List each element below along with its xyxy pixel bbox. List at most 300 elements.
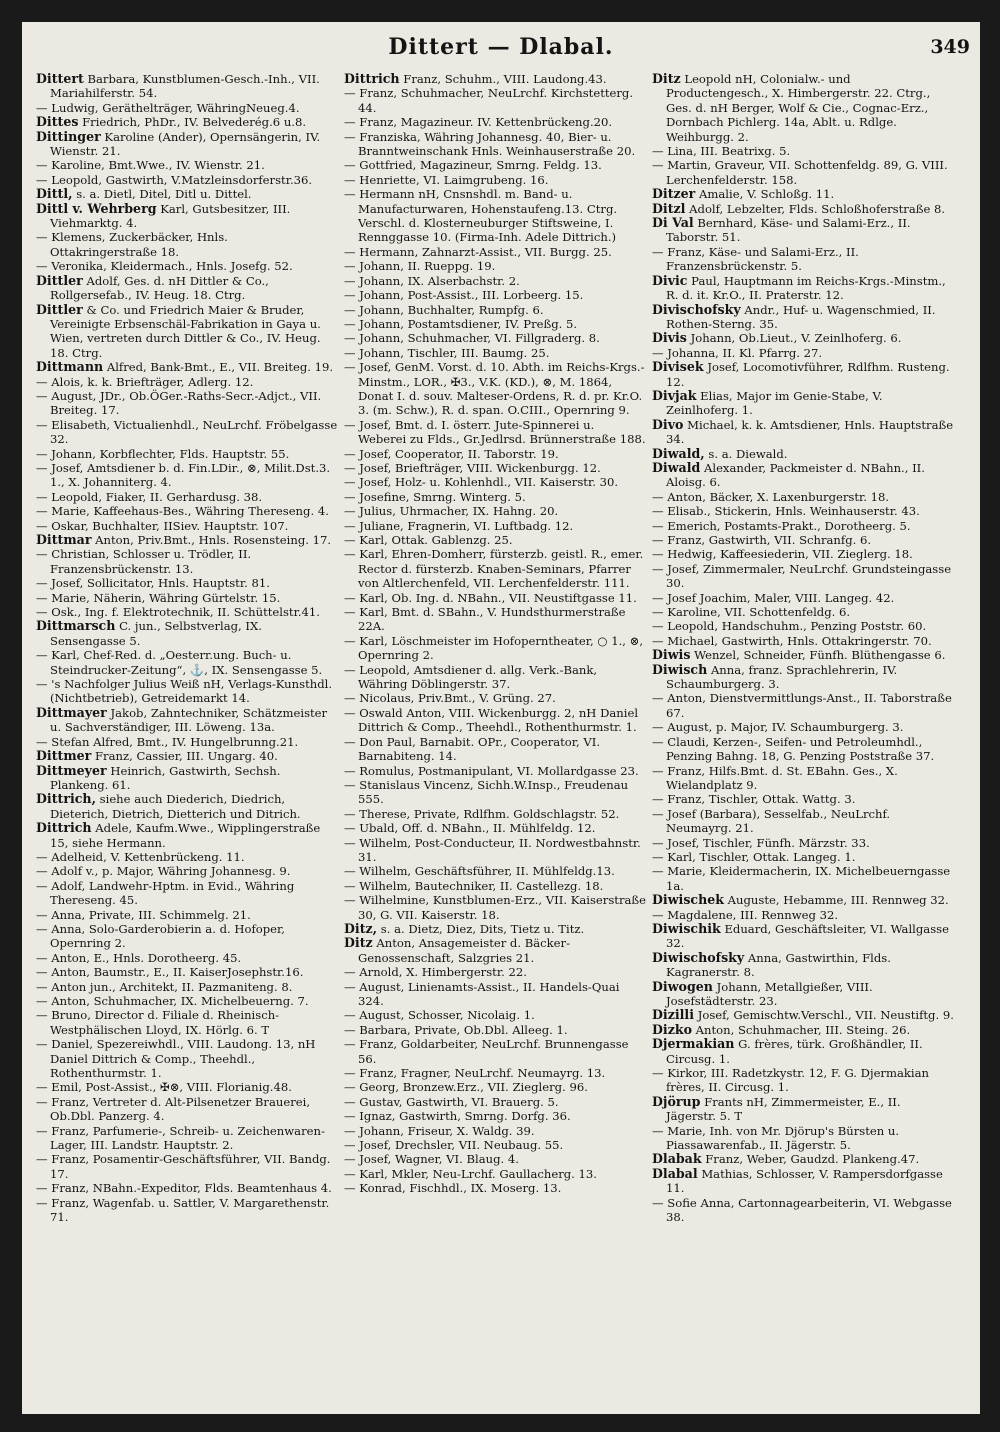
- directory-entry: [344, 504, 646, 518]
- directory-entry: [36, 1124, 338, 1153]
- entry-text: — Karl, Mkler, Neu-Lrchf. Gaullacherg. 13.: [344, 1166, 597, 1181]
- directory-entry: [344, 879, 646, 893]
- entry-text: — Konrad, Fischhdl., IX. Moserg. 13.: [344, 1181, 562, 1196]
- directory-entry: [344, 922, 646, 936]
- directory-entry: [344, 836, 646, 865]
- directory-entry: [344, 1138, 646, 1152]
- directory-entry: [344, 173, 646, 187]
- entry-text: — Hermann nH, Cnsnshdl. m. Band- u. Manufacturwaren, Hohenstaufeng.13. Ctrg. Verschl. d. Klosterneuburger Stiftsweine, I. Rennggasse 10. (Firma-Inh. Adele Dittrich.): [344, 187, 618, 245]
- entry-text: — Johann, Tischler, III. Baumg. 25.: [344, 345, 550, 360]
- directory-entry: [652, 807, 954, 836]
- entry-text: — Marie, Näherin, Währing Gürtelstr. 15.: [36, 590, 281, 605]
- directory-entry: [36, 360, 338, 374]
- directory-entry: [344, 735, 646, 764]
- entry-text: — Karl, Ehren-Domherr, fürsterzb. geistl. R., emer. Rector d. fürsterzb. Knaben-Seminars, Pfarrer von Altlerchenfeld, VII. Lerchenfelderstr. 111.: [344, 547, 644, 591]
- entry-text: Anton, Schuhmacher, III. Steing. 26.: [695, 1022, 911, 1037]
- directory-entry: [652, 1008, 954, 1022]
- directory-entry: [36, 749, 338, 763]
- entry-surname: Dizilli: [652, 1007, 694, 1023]
- directory-entry: [344, 1008, 646, 1022]
- entry-surname: Dittl,: [36, 186, 73, 202]
- entry-text: Alfred, Bank-Bmt., E., VII. Breiteg. 19.: [106, 360, 334, 375]
- directory-entry: [344, 274, 646, 288]
- directory-entry: [652, 1152, 954, 1166]
- directory-entry: [36, 173, 338, 187]
- entry-text: — Don Paul, Barnabit. OPr., Cooperator, VI. Barnabiteng. 14.: [344, 734, 601, 764]
- entry-text: — Marie, Kaffeehaus-Bes., Währing Thereseng. 4.: [36, 504, 329, 519]
- directory-entry: [36, 764, 338, 793]
- entry-text: — Wilhelm, Bautechniker, II. Castellezg. 18.: [344, 878, 604, 893]
- directory-entry: [344, 1167, 646, 1181]
- directory-entry: [344, 259, 646, 273]
- directory-entry: [36, 605, 338, 619]
- entry-text: — Julius, Uhrmacher, IX. Hahng. 20.: [344, 504, 559, 519]
- entry-text: — Franz, Posamentir-Geschäftsführer, VII. Bandg. 17.: [36, 1152, 331, 1181]
- directory-entry: [344, 461, 646, 475]
- entry-text: — Johann, Korbflechter, Flds. Hauptstr. 55.: [36, 446, 290, 461]
- entry-surname: Divic: [652, 272, 688, 288]
- entry-text: Johann, Ob.Lieut., V. Zeinlhoferg. 6.: [690, 331, 902, 346]
- directory-entry: [344, 965, 646, 979]
- entry-text: — Josefine, Smrng. Winterg. 5.: [344, 489, 526, 504]
- directory-entry: [344, 980, 646, 1009]
- entry-text: — Josef, Drechsler, VII. Neubaug. 55.: [344, 1138, 564, 1153]
- directory-entry: [36, 202, 338, 231]
- directory-entry: [36, 1037, 338, 1080]
- entry-text: — Adolf v., p. Major, Währing Johannesg. 9.: [36, 864, 291, 879]
- entry-text: — Franz, Schuhmacher, NeuLrchf. Kirchstetterg. 44.: [344, 86, 634, 115]
- entry-text: — Osk., Ing. f. Elektrotechnik, II. Schüttelstr.41.: [36, 605, 320, 620]
- column-1: [36, 72, 338, 1225]
- entry-text: — Josef (Barbara), Sesselfab., NeuLrchf. Neumayrg. 21.: [652, 806, 891, 836]
- entry-text: — August, JDr., Ob.ÖGer.-Raths-Secr.-Adjct., VII. Breiteg. 17.: [36, 388, 322, 418]
- entry-text: — Emerich, Postamts-Prakt., Dorotheerg. 5.: [652, 518, 911, 533]
- entry-text: — Daniel, Spezereiwhdl., VIII. Laudong. 13, nH Daniel Dittrich & Comp., Theehdl., Rothenthurmstr. 1.: [36, 1037, 316, 1081]
- directory-entry: [652, 591, 954, 605]
- directory-entry: [652, 72, 954, 144]
- entry-surname: Dittmar: [36, 532, 92, 547]
- entry-text: — Michael, Gastwirth, Hnls. Ottakringerstr. 70.: [652, 633, 932, 648]
- entry-text: — Johann, Friseur, X. Waldg. 39.: [344, 1123, 535, 1138]
- entry-text: — Christian, Schlosser u. Trödler, II. Franzensbrückenstr. 13.: [36, 547, 252, 576]
- directory-entry: [652, 663, 954, 692]
- entry-text: — Leopold, Amtsdiener d. allg. Verk.-Bank, Währing Döblingerstr. 37.: [344, 662, 598, 692]
- entry-surname: Djörup: [652, 1093, 701, 1109]
- entry-surname: Dittler: [36, 301, 83, 317]
- directory-entry: [36, 274, 338, 303]
- entry-text: — 's Nachfolger Julius Weiß nH, Verlags-Kunsthdl. (Nichtbetrieb), Getreidemarkt 14.: [36, 677, 333, 706]
- entry-text: — Martin, Graveur, VII. Schottenfeldg. 89, G. VIII. Lerchenfelderstr. 158.: [652, 158, 948, 187]
- directory-entry: [344, 663, 646, 692]
- directory-entry: [652, 980, 954, 1009]
- directory-page: [22, 22, 980, 1414]
- entry-surname: Dittmeyer: [36, 762, 107, 778]
- entry-text: — Johann, Post-Assist., III. Lorbeerg. 15.: [344, 288, 584, 303]
- entry-text: — Karl, Chef-Red. d. „Oesterr.ung. Buch- u. Steindrucker-Zeitung“, ⚓, IX. Sensengasse 5.: [36, 648, 323, 677]
- directory-entry: [344, 1023, 646, 1037]
- directory-entry: [344, 1037, 646, 1066]
- entry-surname: Dittler: [36, 272, 83, 288]
- entry-text: — Franz, Gastwirth, VII. Schranfg. 6.: [652, 533, 872, 547]
- directory-entry: [36, 677, 338, 706]
- directory-entry: [652, 648, 954, 662]
- entry-text: — Sofie Anna, Cartonnagearbeiterin, VI. Webgasse 38.: [652, 1195, 952, 1225]
- directory-entry: [344, 303, 646, 317]
- entry-surname: Dittmayer: [36, 704, 107, 720]
- entry-text: — Wilhelmine, Kunstblumen-Erz., VII. Kaiserstraße 30, G. VII. Kaiserstr. 18.: [344, 893, 647, 922]
- directory-entry: [36, 648, 338, 677]
- entry-text: — Anton, E., Hnls. Dorotheerg. 45.: [36, 950, 242, 965]
- directory-entry: [344, 1080, 646, 1094]
- directory-entry: [652, 720, 954, 734]
- entry-text: — Leopold, Gastwirth, V.Matzleinsdorferstr.36.: [36, 172, 313, 187]
- directory-entry: [36, 965, 338, 979]
- entry-text: — Lina, III. Beatrixg. 5.: [652, 144, 791, 159]
- directory-entry: [36, 187, 338, 201]
- directory-entry: [36, 504, 338, 518]
- entry-text: — Anton, Schuhmacher, IX. Michelbeuerng. 7.: [36, 994, 309, 1008]
- entry-text: Amalie, V. Schloßg. 11.: [699, 187, 835, 202]
- directory-entry: [652, 1066, 954, 1095]
- directory-entry: [652, 158, 954, 187]
- directory-entry: [344, 115, 646, 129]
- entry-surname: Divo: [652, 416, 684, 432]
- entry-text: — Stefan Alfred, Bmt., IV. Hungelbrunng.21.: [36, 734, 299, 749]
- entry-surname: Diwischofsky: [652, 949, 745, 965]
- directory-entry: [344, 591, 646, 605]
- entry-text: — Johann, Buchhalter, Rumpfg. 6.: [344, 302, 544, 317]
- directory-entry: [344, 130, 646, 159]
- entry-text: — Marie, Kleidermacherin, IX. Michelbeuerngasse 1a.: [652, 864, 951, 893]
- entry-text: Michael, k. k. Amtsdiener, Hnls. Hauptstraße 34.: [666, 417, 954, 447]
- entry-text: — Bruno, Director d. Filiale d. Rheinisch-Westphälischen Lloyd, IX. Hörlg. 6. T: [36, 1008, 280, 1037]
- directory-entry: [36, 922, 338, 951]
- directory-entry: [652, 1124, 954, 1153]
- directory-entry: [36, 1080, 338, 1094]
- entry-text: — Franz, Wagenfab. u. Sattler, V. Margarethenstr. 71.: [36, 1195, 330, 1225]
- directory-entry: [344, 245, 646, 259]
- entry-text: Karoline (Ander), Opernsängerin, IV. Wienstr. 21.: [50, 129, 321, 159]
- entry-surname: Dittmann: [36, 359, 104, 375]
- directory-entry: [652, 519, 954, 533]
- entry-text: Jakob, Zahntechniker, Schätzmeister u. Sachverständiger, III. Löweng. 13a.: [50, 705, 328, 735]
- directory-entry: [36, 389, 338, 418]
- directory-entry: [344, 547, 646, 590]
- directory-entry: [652, 951, 954, 980]
- entry-text: — Stanislaus Vincenz, Sichh.W.Insp., Freudenau 555.: [344, 777, 629, 807]
- directory-entry: [652, 764, 954, 793]
- entry-text: Anna, Gastwirthin, Flds. Kagranerstr. 8.: [666, 950, 891, 980]
- entry-surname: Dittl v. Wehrberg: [36, 200, 157, 216]
- directory-entry: [36, 461, 338, 490]
- entry-text: G. frères, türk. Großhändler, II. Circusg. 1.: [666, 1037, 923, 1066]
- directory-entry: [344, 447, 646, 461]
- directory-entry: [36, 303, 338, 361]
- entry-text: — Kirkor, III. Radetzkystr. 12, F. G. Djermakian frères, II. Circusg. 1.: [652, 1066, 929, 1095]
- entry-text: — Anna, Private, III. Schimmelg. 21.: [36, 907, 251, 922]
- entry-text: — Josef, Holz- u. Kohlenhdl., VII. Kaiserstr. 30.: [344, 475, 619, 490]
- directory-entry: [344, 475, 646, 489]
- directory-entry: [652, 735, 954, 764]
- entry-surname: Divisek: [652, 359, 704, 375]
- directory-entry: [344, 764, 646, 778]
- entry-text: Paul, Hauptmann im Reichs-Krgs.-Minstm., R. d. it. Kr.O., II. Praterstr. 12.: [666, 273, 946, 303]
- entry-surname: Divischofsky: [652, 301, 741, 317]
- entry-text: — Claudi, Kerzen-, Seifen- und Petroleumhdl., Penzing Bahng. 18, G. Penzing Poststraße 37.: [652, 734, 935, 764]
- directory-entry: [652, 187, 954, 201]
- entry-text: — Ignaz, Gastwirth, Smrng. Dorfg. 36.: [344, 1109, 571, 1124]
- entry-text: — Johann, II. Rueppg. 19.: [344, 259, 496, 274]
- entry-surname: Diwald,: [652, 445, 705, 461]
- entry-text: Anton, Ansagemeister d. Bäcker-Genossenschaft, Salzgries 21.: [358, 936, 570, 965]
- directory-entry: [652, 144, 954, 158]
- entry-text: — Elisabeth, Victualienhdl., NeuLrchf. Fröbelgasse 32.: [36, 417, 338, 447]
- entry-surname: Dittinger: [36, 128, 101, 144]
- entry-text: — August, Linienamts-Assist., II. Handels-Quai 324.: [344, 979, 620, 1008]
- directory-entry: [36, 951, 338, 965]
- entry-text: — Arnold, X. Himbergerstr. 22.: [344, 965, 527, 980]
- entry-text: — Ludwig, Geräthelträger, WähringNeueg.4.: [36, 100, 300, 115]
- entry-text: — Klemens, Zuckerbäcker, Hnls. Ottakringerstraße 18.: [36, 230, 228, 259]
- entry-surname: Diwischik: [652, 920, 721, 936]
- directory-entry: [652, 792, 954, 806]
- entry-text: Adolf, Ges. d. nH Dittler & Co., Rollgersefab., IV. Heug. 18. Ctrg.: [50, 273, 269, 303]
- entry-surname: Diwis: [652, 647, 691, 663]
- entry-text: — Anton, Baumstr., E., II. KaiserJosephstr.16.: [36, 965, 304, 980]
- entry-text: — Anton, Dienstvermittlungs-Anst., II. Taborstraße 67.: [652, 691, 952, 720]
- entry-surname: Divjak: [652, 387, 697, 403]
- directory-entry: [652, 1037, 954, 1066]
- directory-entry: [344, 936, 646, 965]
- directory-entry: [652, 461, 954, 490]
- column-3: [652, 72, 954, 1225]
- entry-text: — Franziska, Währing Johannesg. 40, Bier- u. Branntweinschank Hnls. Weinhauserstraße 20.: [344, 129, 636, 159]
- entry-text: — Josef, Bmt. d. I. österr. Jute-Spinnerei u. Weberei zu Flds., Gr.Jedlrsd. Brünnerstraße 188.: [344, 417, 646, 447]
- entry-text: — Josef, Wagner, VI. Blaug. 4.: [344, 1152, 519, 1167]
- entry-text: — Franz, Goldarbeiter, NeuLrchf. Brunnengasse 56.: [344, 1037, 629, 1066]
- directory-entry: [36, 1196, 338, 1225]
- entry-surname: Diwisch: [652, 661, 708, 677]
- directory-entry: [652, 908, 954, 922]
- column-2: [344, 72, 646, 1196]
- directory-entry: [344, 288, 646, 302]
- entry-text: — Oskar, Buchhalter, IISiev. Hauptstr. 107.: [36, 518, 289, 533]
- directory-entry: [652, 346, 954, 360]
- directory-entry: [36, 821, 338, 850]
- entry-text: Auguste, Hebamme, III. Rennweg 32.: [727, 893, 949, 908]
- entry-text: Friedrich, PhDr., IV. Belvederég.6 u.8.: [82, 115, 307, 130]
- directory-entry: [36, 1152, 338, 1181]
- directory-entry: [652, 922, 954, 951]
- entry-text: Andr., Huf- u. Wagenschmied, II. Rothen-Sterng. 35.: [666, 302, 936, 331]
- entry-text: — Juliane, Fragnerin, VI. Luftbadg. 12.: [344, 518, 574, 533]
- entry-text: — Karl, Bmt. d. SBahn., V. Hundsthurmerstraße 22A.: [344, 605, 626, 634]
- entry-text: — Josef, Cooperator, II. Taborstr. 19.: [344, 446, 559, 461]
- directory-entry: [652, 864, 954, 893]
- directory-entry: [652, 202, 954, 216]
- entry-text: — Georg, Bronzew.Erz., VII. Zieglerg. 96.: [344, 1080, 588, 1095]
- entry-text: & Co. und Friedrich Maier & Bruder, Vereinigte Erbsenschäl-Fabrikation in Gaya u. Wien, vertreten durch Dittler & Co., IV. Heug. 18. Ctrg.: [50, 302, 321, 360]
- directory-entry: [652, 836, 954, 850]
- directory-entry: [36, 576, 338, 590]
- entry-text: — Therese, Private, Rdlfhm. Goldschlagstr. 52.: [344, 806, 620, 821]
- entry-text: — Franz, Hilfs.Bmt. d. St. EBahn. Ges., X. Wielandplatz 9.: [652, 763, 898, 792]
- entry-text: — Elisab., Stickerin, Hnls. Weinhauserstr. 43.: [652, 504, 920, 519]
- entry-surname: Diwald: [652, 459, 701, 475]
- entry-text: Adolf, Lebzelter, Flds. Schloßhoferstraße 8.: [689, 201, 946, 216]
- directory-entry: [36, 259, 338, 273]
- entry-text: — Emil, Post-Assist., ✠⊗, VIII. Florianig.48.: [36, 1080, 292, 1095]
- entry-text: — Josef, Tischler, Fünfh. Märzstr. 33.: [652, 835, 870, 850]
- directory-entry: [652, 691, 954, 720]
- entry-surname: Dlabak: [652, 1151, 702, 1167]
- directory-entry: [36, 735, 338, 749]
- directory-entry: [344, 1181, 646, 1195]
- entry-text: — Adolf, Landwehr-Hptm. in Evid., Währing Thereseng. 45.: [36, 878, 295, 908]
- directory-entry: [652, 418, 954, 447]
- entry-text: Josef, Gemischtw.Verschl., VII. Neustiftg. 9.: [697, 1008, 954, 1023]
- entry-text: Leopold nH, Colonialw.- und Productengesch., X. Himbergerstr. 22. Ctrg., Ges. d. nH Berger, Wolf & Cie., Cognac-Erz., Dornbach Pichlerg. 14a, Ablt. u. Rdlge. Weihburgg. 2.: [666, 72, 931, 144]
- entry-text: — Josef, Sollicitator, Hnls. Hauptstr. 81.: [36, 576, 270, 591]
- directory-entry: [344, 158, 646, 172]
- entry-text: — Johanna, II. Kl. Pfarrg. 27.: [652, 345, 823, 360]
- entry-text: — Anton jun., Architekt, II. Pazmaniteng. 8.: [36, 979, 293, 994]
- entry-text: — August, p. Major, IV. Schaumburgerg. 3.: [652, 720, 904, 735]
- directory-entry: [36, 908, 338, 922]
- entry-surname: Dittmer: [36, 748, 92, 764]
- directory-entry: [36, 72, 338, 101]
- page-header: [22, 32, 980, 66]
- entry-text: — Alois, k. k. Briefträger, Adlerg. 12.: [36, 374, 254, 389]
- directory-entry: [344, 605, 646, 634]
- entry-text: — Josef, Briefträger, VIII. Wickenburgg. 12.: [344, 460, 601, 475]
- directory-entry: [36, 879, 338, 908]
- entry-text: Franz, Cassier, III. Ungarg. 40.: [95, 749, 278, 764]
- directory-entry: [344, 187, 646, 245]
- directory-entry: [344, 72, 646, 86]
- entry-text: C. jun., Selbstverlag, IX. Sensengasse 5.: [50, 619, 262, 648]
- directory-entry: [36, 1181, 338, 1195]
- entry-surname: Ditz,: [344, 920, 378, 936]
- directory-entry: [344, 418, 646, 447]
- directory-entry: [652, 504, 954, 518]
- entry-text: Mathias, Schlosser, V. Rampersdorfgasse 11.: [666, 1166, 943, 1196]
- entry-surname: Dittrich: [36, 820, 92, 836]
- directory-entry: [652, 1023, 954, 1037]
- entry-surname: Diwischek: [652, 892, 724, 908]
- entry-text: — Franz, Magazineur. IV. Kettenbrückeng.20.: [344, 115, 613, 130]
- entry-text: — Karl, Ottak. Gablenzg. 25.: [344, 533, 513, 547]
- directory-entry: [652, 562, 954, 591]
- directory-entry: [652, 850, 954, 864]
- directory-entry: [36, 130, 338, 159]
- entry-text: s. a. Dietl, Ditel, Ditl u. Dittel.: [76, 187, 252, 202]
- entry-text: — Leopold, Fiaker, II. Gerhardusg. 38.: [36, 489, 263, 504]
- entry-text: — Anton, Bäcker, X. Laxenburgerstr. 18.: [652, 489, 890, 504]
- directory-entry: [36, 158, 338, 172]
- directory-entry: [36, 519, 338, 533]
- entry-text: Anton, Priv.Bmt., Hnls. Rosensteing. 17.: [95, 533, 332, 547]
- directory-entry: [652, 533, 954, 547]
- directory-entry: [652, 303, 954, 332]
- entry-text: — Karoline, VII. Schottenfeldg. 6.: [652, 605, 851, 620]
- directory-entry: [344, 807, 646, 821]
- entry-text: Elias, Major im Genie-Stabe, V. Zeinlhoferg. 1.: [666, 388, 883, 418]
- entry-surname: Dittmarsch: [36, 618, 116, 634]
- directory-entry: [36, 447, 338, 461]
- directory-entry: [344, 634, 646, 663]
- entry-text: — Josef, GenM. Vorst. d. 10. Abth. im Reichs-Krgs.-Minstm., LOR., ✠3., V.K. (KD.), ⊗, M. 1864, Donat I. d. souv. Malteser-Ordens, R. d. pr. Kr.O. 3. (m. Schw.), R. d. span. O.CIII., Opernring 9.: [344, 360, 645, 418]
- entry-surname: Dittrich: [344, 71, 400, 86]
- directory-entry: [344, 778, 646, 807]
- directory-entry: [344, 346, 646, 360]
- entry-text: — Franz, Parfumerie-, Schreib- u. Zeichenwaren-Lager, III. Landstr. Hauptstr. 2.: [36, 1123, 325, 1153]
- entry-text: Adele, Kaufm.Wwe., Wipplingerstraße 15, siehe Hermann.: [50, 821, 321, 850]
- directory-entry: [652, 447, 954, 461]
- entry-text: — Nicolaus, Priv.Bmt., V. Grüng. 27.: [344, 691, 556, 706]
- directory-entry: [344, 821, 646, 835]
- entry-text: Heinrich, Gastwirth, Sechsh. Plankeng. 61.: [50, 763, 281, 792]
- entry-text: — Josef, Amtsdiener b. d. Fin.LDir., ⊗, Milit.Dst.3. 1., X. Johanniterg. 4.: [36, 460, 331, 490]
- entry-text: — Wilhelm, Post-Conducteur, II. Nordwestbahnstr. 31.: [344, 835, 641, 864]
- entry-text: — Johann, IX. Alserbachstr. 2.: [344, 273, 520, 288]
- entry-text: s. a. Dietz, Diez, Dits, Tietz u. Titz.: [380, 921, 585, 936]
- directory-entry: [36, 619, 338, 648]
- directory-entry: [36, 994, 338, 1008]
- entry-text: — Anna, Solo-Garderobierin a. d. Hofoper, Opernring 2.: [36, 921, 285, 951]
- entry-text: — Leopold, Handschuhm., Penzing Poststr. 60.: [652, 619, 927, 634]
- directory-entry: [36, 230, 338, 259]
- directory-entry: [36, 101, 338, 115]
- directory-entry: [344, 706, 646, 735]
- entry-surname: Dittert: [36, 71, 84, 86]
- directory-entry: [344, 490, 646, 504]
- entry-text: — Karl, Löschmeister im Hofoperntheater, ○ 1., ⊗, Opernring 2.: [344, 633, 644, 663]
- entry-surname: Diwogen: [652, 978, 713, 994]
- entry-surname: Di Val: [652, 215, 694, 231]
- directory-entry: [36, 375, 338, 389]
- entry-text: — August, Schosser, Nicolaig. 1.: [344, 1008, 535, 1023]
- directory-entry: [344, 519, 646, 533]
- directory-entry: [344, 1109, 646, 1123]
- entry-text: — Gustav, Gastwirth, VI. Brauerg. 5.: [344, 1094, 559, 1109]
- directory-entry: [344, 864, 646, 878]
- entry-text: Franz, Weber, Gaudzd. Plankeng.47.: [705, 1152, 920, 1167]
- directory-entry: [344, 533, 646, 547]
- entry-text: Eduard, Geschäftsleiter, VI. Wallgasse 32.: [666, 921, 949, 951]
- directory-entry: [652, 245, 954, 274]
- entry-text: — Wilhelm, Geschäftsführer, II. Mühlfeldg.13.: [344, 864, 615, 879]
- entry-surname: Ditz: [344, 935, 373, 951]
- entry-text: — Romulus, Postmanipulant, VI. Mollardgasse 23.: [344, 763, 639, 778]
- entry-text: s. a. Diewald.: [708, 446, 788, 461]
- entry-text: Wenzel, Schneider, Fünfh. Blüthengasse 6.: [694, 648, 946, 663]
- directory-entry: [344, 86, 646, 115]
- entry-text: — Marie, Inh. von Mr. Djörup's Bürsten u. Piassawarenfab., II. Jägerstr. 5.: [652, 1123, 900, 1153]
- entry-surname: Divis: [652, 330, 687, 346]
- entry-text: — Karl, Tischler, Ottak. Langeg. 1.: [652, 849, 856, 864]
- directory-entry: [36, 1095, 338, 1124]
- entry-text: — Karl, Ob. Ing. d. NBahn., VII. Neustiftgasse 11.: [344, 590, 637, 605]
- entry-text: — Franz, Fragner, NeuLrchf. Neumayrg. 13.: [344, 1066, 606, 1081]
- directory-entry: [36, 792, 338, 821]
- directory-entry: [652, 1095, 954, 1124]
- entry-text: siehe auch Diederich, Diedrich, Dieterich, Dietrich, Dietterich und Ditrich.: [50, 792, 301, 821]
- directory-entry: [36, 850, 338, 864]
- directory-entry: [36, 418, 338, 447]
- entry-surname: Djermakian: [652, 1036, 735, 1052]
- entry-text: — Hermann, Zahnarzt-Assist., VII. Burgg. 25.: [344, 244, 612, 259]
